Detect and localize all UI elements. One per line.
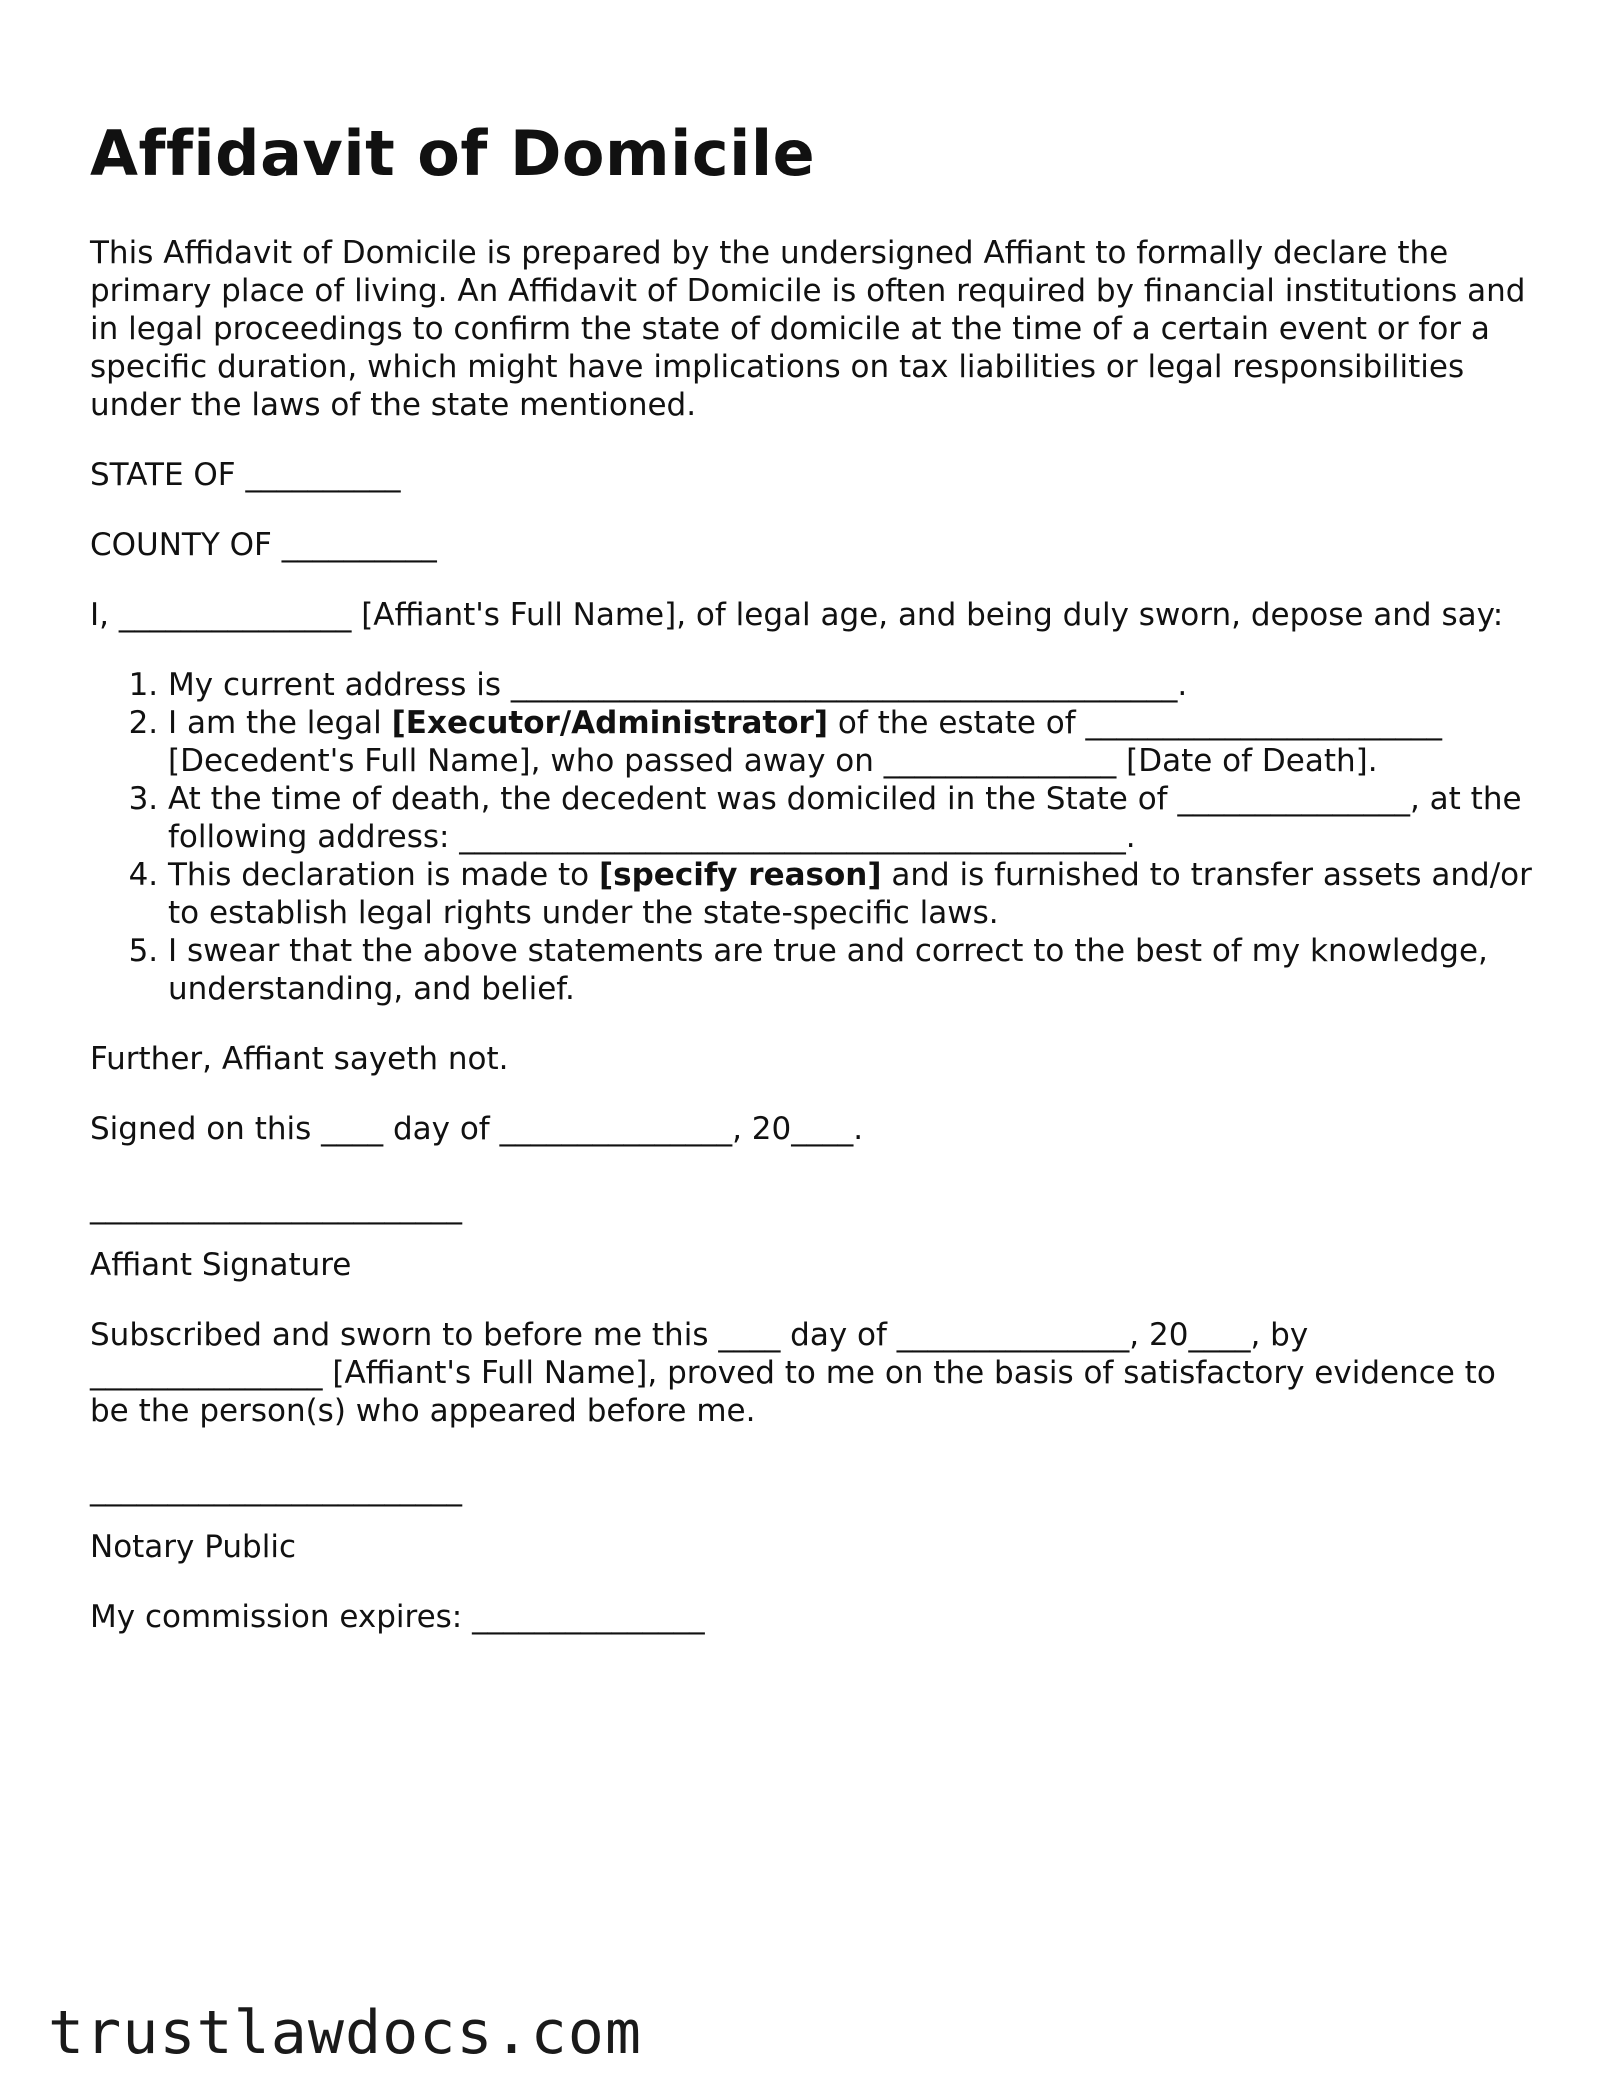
- list-item: [168, 666, 1535, 704]
- item-text-post: of the estate of _______________________ [Decedent's Full Name], who passed away on _______________ [Date of Death].: [168, 705, 1443, 779]
- list-item: [168, 704, 1535, 780]
- item-text-post: and is furnished to transfer assets and/or to establish legal rights under the state-specific laws.: [168, 857, 1532, 931]
- signed-on-line: Signed on this ____ day of _______________, 20____.: [90, 1111, 864, 1147]
- affidavit-document: [90, 118, 1535, 1668]
- list-item: [168, 856, 1535, 932]
- item-text: I swear that the above statements are true and correct to the best of my knowledge, understanding, and belief.: [168, 933, 1488, 1007]
- item-text-pre: I am the legal: [168, 705, 392, 741]
- item-text-pre: This declaration is made to: [168, 857, 599, 893]
- county-line: COUNTY OF __________: [90, 527, 437, 563]
- item-text: My current address is ___________________________________________.: [168, 667, 1188, 703]
- list-item: [168, 932, 1535, 1008]
- affiant-signature-line: ________________________: [90, 1189, 462, 1225]
- item-bold-placeholder: [Executor/Administrator]: [391, 705, 829, 741]
- watermark-text: trustlawdocs.com: [48, 1998, 642, 2068]
- state-line: STATE OF __________: [90, 457, 401, 493]
- statement-list: [90, 666, 1535, 1008]
- further-statement: Further, Affiant sayeth not.: [90, 1041, 509, 1077]
- notary-signature-line: ________________________: [90, 1471, 462, 1507]
- item-text: At the time of death, the decedent was domiciled in the State of _______________, at the following address: ___________________________________________.: [168, 781, 1522, 855]
- list-item: [168, 780, 1535, 856]
- item-bold-placeholder: [specify reason]: [598, 857, 882, 893]
- document-title: Affidavit of Domicile: [90, 117, 816, 190]
- commission-line: My commission expires: _______________: [90, 1599, 705, 1635]
- sworn-intro: I, _______________ [Affiant's Full Name], of legal age, and being duly sworn, depose and say:: [90, 597, 1504, 633]
- intro-paragraph: This Affidavit of Domicile is prepared by the undersigned Affiant to formally declare the primary place of living. An Affidavit of Domicile is often required by financial institutions and in legal proceedings to confirm the state of domicile at the time of a certain event or for a specific duration, which might have implications on tax liabilities or legal responsibilities under the laws of the state mentioned.: [90, 235, 1526, 423]
- affiant-signature-label: Affiant Signature: [90, 1247, 352, 1283]
- notary-label: Notary Public: [90, 1529, 296, 1565]
- subscribed-paragraph: Subscribed and sworn to before me this ____ day of _______________, 20____, by _______________ [Affiant's Full Name], proved to me on the basis of satisfactory evidence to be the person(s) who appeared before me.: [90, 1317, 1496, 1429]
